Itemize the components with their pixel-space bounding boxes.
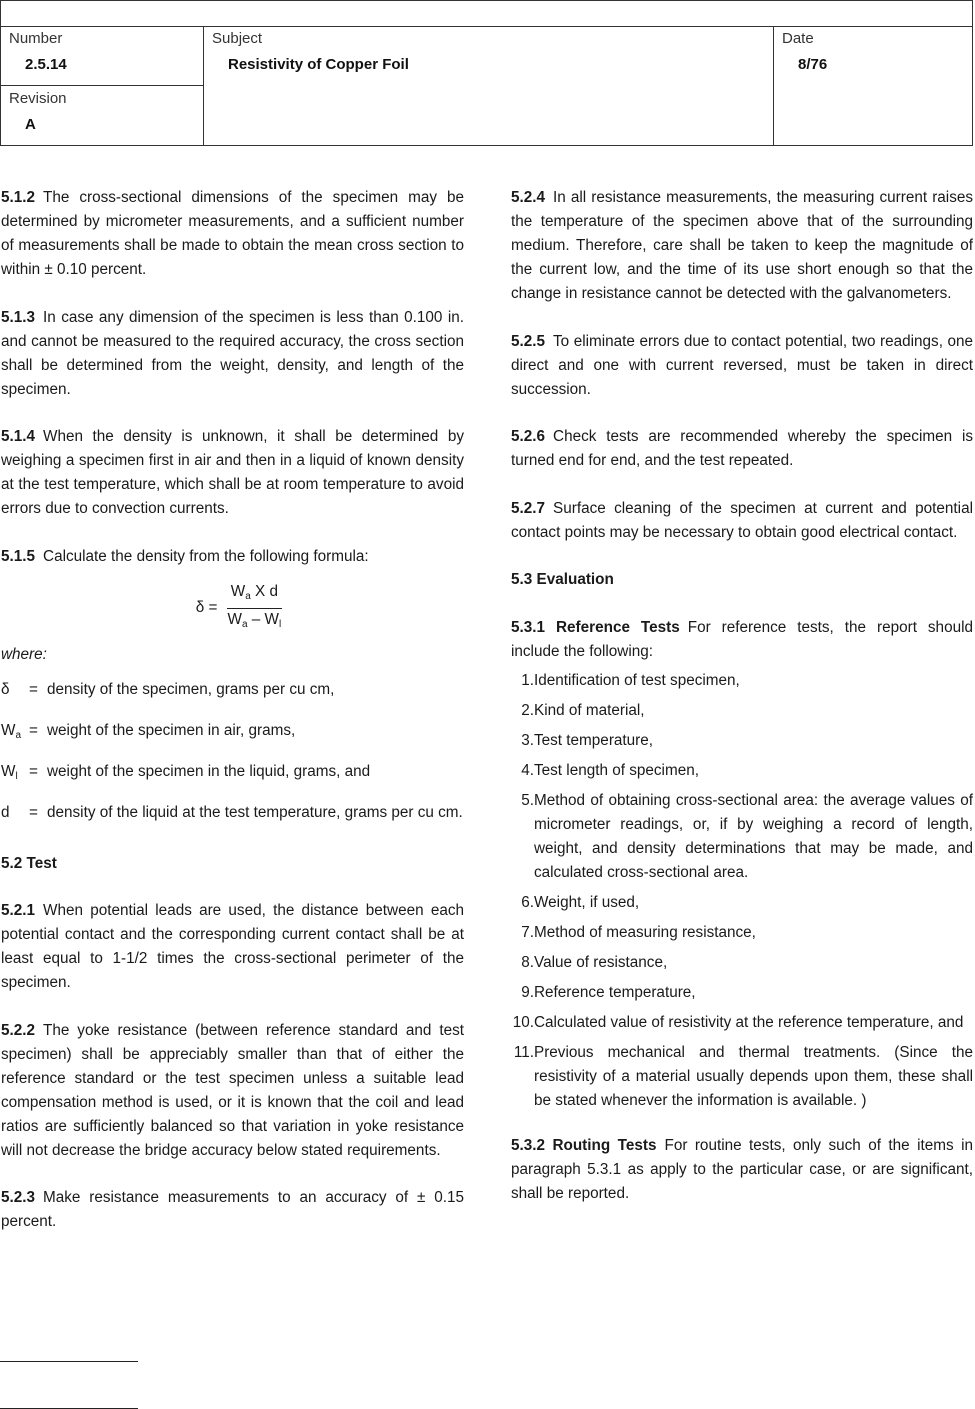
report-items-list xyxy=(511,669,973,1113)
footnote-rule xyxy=(0,1361,138,1362)
list-item-number: 6. xyxy=(521,893,534,911)
paragraph-text: Surface cleaning of the specimen at current and potential contact points may be necessary to obtain good electrical contact. xyxy=(511,499,973,541)
section-number: 5.3.2 Routing Tests xyxy=(511,1136,657,1154)
definition-symbol: $W_l$ xyxy=(1,762,18,782)
list-item-number: 5. xyxy=(521,791,534,809)
list-item xyxy=(511,1041,973,1113)
paragraph-5-2-5 xyxy=(511,330,973,402)
definition-text: weight of the specimen in the liquid, grams, and xyxy=(47,762,371,780)
list-item-number: 9. xyxy=(521,983,534,1001)
paragraph-text: The cross-sectional dimensions of the specimen may be determined by micrometer measurements, and a sufficient number of measurements shall be made to obtain the mean cross section to within ± 0.10 percent. xyxy=(1,189,464,278)
paragraph-5-3-1 xyxy=(511,616,973,664)
section-number: 5.2.4 xyxy=(511,189,546,206)
paragraph-text: In all resistance measurements, the measuring current raises the temperature of the specimen above that of the surrounding medium. Therefore, care shall be taken to keep the magnitude of the current low, and the time of its use short enough so that the change in resistance cannot be detected with the galvanometers. xyxy=(511,189,973,302)
denominator-sub-l: l xyxy=(278,618,282,630)
numerator-rest: X d xyxy=(250,582,278,600)
denominator-mid: – W xyxy=(247,610,279,628)
paragraph-5-2-1 xyxy=(1,899,464,995)
paragraph-5-2-4 xyxy=(511,186,973,306)
list-item-number: 4. xyxy=(521,761,534,779)
list-item-text: Identification of test specimen, xyxy=(534,671,740,689)
paragraph-text: Calculate the density from the following formula: xyxy=(43,547,369,565)
number-cell xyxy=(1,26,204,86)
numerator-sub: a xyxy=(245,590,251,602)
left-column xyxy=(1,186,464,1258)
section-number: 5.1.3 xyxy=(1,308,36,326)
list-item-text: Test length of specimen, xyxy=(534,761,699,779)
paragraph-5-1-4 xyxy=(1,425,464,521)
formula-numerator xyxy=(227,581,282,609)
paragraph-5-3-2 xyxy=(511,1134,973,1206)
paragraph-text: For routine tests, only such of the items in paragraph 5.3.1 as apply to the particular case, or are significant, shall be reported. xyxy=(511,1136,973,1202)
section-heading-5-2: 5.2 Test xyxy=(1,854,57,872)
date-value: 8/76 xyxy=(798,56,828,73)
denominator-w: W xyxy=(227,610,242,628)
list-item-number: 8. xyxy=(521,953,534,971)
definition-equals: = xyxy=(29,762,38,780)
section-number: 5.2.3 xyxy=(1,1189,36,1206)
section-number: 5.2.1 xyxy=(1,902,36,919)
list-item xyxy=(511,669,973,693)
subject-value: Resistivity of Copper Foil xyxy=(228,56,409,73)
list-item xyxy=(511,789,973,885)
revision-cell xyxy=(1,86,204,146)
date-cell xyxy=(774,26,972,146)
definition-text: density of the specimen, grams per cu cm, xyxy=(47,680,335,698)
list-item xyxy=(511,981,973,1005)
right-column xyxy=(511,186,973,1229)
section-number: 5.3.1 Reference Tests xyxy=(511,618,680,636)
list-item-text: Kind of material, xyxy=(534,701,645,719)
paragraph-5-2-3 xyxy=(1,1186,464,1234)
definition-symbol: δ xyxy=(1,680,10,698)
list-item xyxy=(511,699,973,723)
paragraph-text: The yoke resistance (between reference standard and test specimen) shall be appreciably smaller than that of either the reference standard or the test specimen unless a suitable lead compensation method is used, or it is known that the coil and lead ratios are sufficiently balanced so that variation in yoke resistance will not decrease the bridge accuracy below stated requirements. xyxy=(1,1021,464,1159)
document-header xyxy=(0,0,973,146)
paragraph-text: Check tests are recommended whereby the specimen is turned end for end, and the test repeated. xyxy=(511,428,973,469)
list-item xyxy=(511,729,973,753)
subject-cell xyxy=(204,26,774,146)
paragraph-text: Make resistance measurements to an accuracy of ± 0.15 percent. xyxy=(1,1189,464,1230)
list-item-number: 1. xyxy=(521,671,534,689)
paragraph-5-1-3 xyxy=(1,306,464,402)
formula-denominator xyxy=(224,609,286,636)
list-item-number: 3. xyxy=(521,731,534,749)
list-item-number: 7. xyxy=(521,923,534,941)
list-item-text: Value of resistance, xyxy=(534,953,668,971)
subject-label: Subject xyxy=(212,30,263,47)
definition-text: density of the liquid at the test temperature, grams per cu cm. xyxy=(47,803,463,821)
definition-equals: = xyxy=(29,721,38,739)
list-item-number: 11. xyxy=(513,1043,534,1061)
list-item xyxy=(511,759,973,783)
section-number: 5.2.2 xyxy=(1,1021,36,1039)
number-label: Number xyxy=(9,30,63,47)
definition-row xyxy=(1,678,464,707)
paragraph-text: For reference tests, the report should include the following: xyxy=(511,618,973,660)
list-item-text: Reference temperature, xyxy=(534,983,696,1001)
paragraph-text: To eliminate errors due to contact potential, two readings, one direct and one with current reversed, must be taken in direct succession. xyxy=(511,332,973,398)
number-value: 2.5.14 xyxy=(25,56,67,73)
definition-symbol: $W_a$ xyxy=(1,721,22,741)
list-item xyxy=(511,891,973,915)
section-number: 5.2.5 xyxy=(511,332,546,350)
list-item-text: Calculated value of resistivity at the reference temperature, and xyxy=(534,1013,964,1031)
list-item-number: 10. xyxy=(512,1013,534,1031)
density-formula xyxy=(1,581,464,636)
definition-text: weight of the specimen in air, grams, xyxy=(47,721,296,739)
section-number: 5.1.5 xyxy=(1,547,36,565)
definition-row xyxy=(1,801,464,830)
paragraph-5-1-2 xyxy=(1,186,464,282)
definition-equals: = xyxy=(29,803,38,821)
list-item-text: Method of obtaining cross-sectional area: the average values of micrometer readings, or, if by weighing a record of length, weight, and density determinations that may be made, and calculated cross-sectional area. xyxy=(534,791,973,881)
paragraph-text: When the density is unknown, it shall be determined by weighing a specimen first in air and then in a liquid of known density at the test temperature, which shall be at room temperature to avoid errors due to convection currents. xyxy=(1,428,464,517)
denominator-sub-a: a xyxy=(241,618,248,630)
definition-equals: = xyxy=(29,680,38,698)
formula-lhs: δ = xyxy=(195,599,218,616)
paragraph-5-2-2 xyxy=(1,1019,464,1163)
list-item xyxy=(511,951,973,975)
revision-label: Revision xyxy=(9,90,67,107)
definition-symbol: d xyxy=(1,803,10,821)
list-item-text: Method of measuring resistance, xyxy=(534,923,756,941)
date-label: Date xyxy=(782,30,814,47)
paragraph-5-2-6 xyxy=(511,425,973,473)
formula-fraction xyxy=(224,581,286,636)
definition-row xyxy=(1,760,464,789)
where-label: where: xyxy=(1,645,47,663)
list-item-text: Previous mechanical and thermal treatments. (Since the resistivity of a material usually depends upon them, these shall be stated whenever the information is available. ) xyxy=(534,1043,973,1109)
paragraph-text: When potential leads are used, the distance between each potential contact and the corresponding current contact shall be at least equal to 1-1/2 times the cross-sectional perimeter of the specimen. xyxy=(1,902,464,991)
section-heading-5-3: 5.3 Evaluation xyxy=(511,571,614,588)
paragraph-5-2-7 xyxy=(511,497,973,545)
list-item-number: 2. xyxy=(521,701,534,719)
numerator-w: W xyxy=(230,582,246,600)
revision-value: A xyxy=(25,116,36,133)
list-item-text: Weight, if used, xyxy=(534,893,640,911)
paragraph-5-1-5 xyxy=(1,545,464,569)
paragraph-text: In case any dimension of the specimen is less than 0.100 in. and cannot be measured to the required accuracy, the cross section shall be determined from the weight, density, and length of the specimen. xyxy=(1,308,464,398)
section-number: 5.1.4 xyxy=(1,428,36,445)
header-top-band xyxy=(1,1,972,27)
section-number: 5.2.7 xyxy=(511,499,546,517)
section-number: 5.1.2 xyxy=(1,189,36,206)
list-item xyxy=(511,1011,973,1035)
list-item-text: Test temperature, xyxy=(534,731,654,749)
list-item xyxy=(511,921,973,945)
definition-row xyxy=(1,719,464,748)
section-number: 5.2.6 xyxy=(511,428,546,445)
